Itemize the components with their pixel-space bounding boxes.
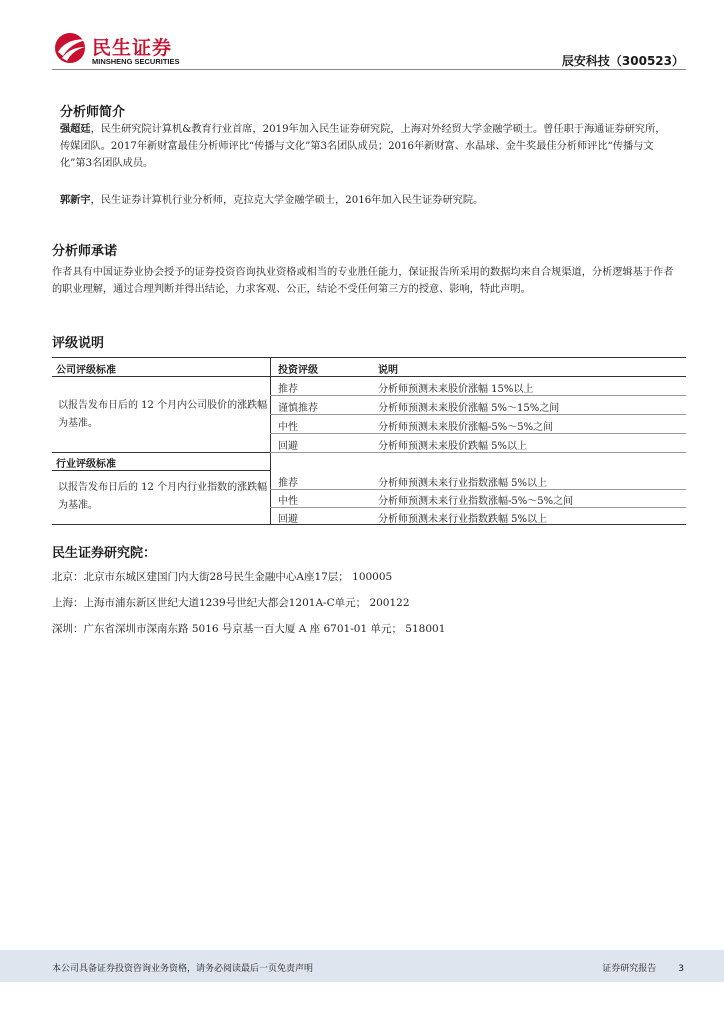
logo-english-name: MINSHENG SECURITIES bbox=[92, 57, 180, 66]
shenzhen-address: 深圳：广东省深圳市深南东路 5016 号京基一百大厦 A 座 6701-01 单元； 518001 bbox=[52, 623, 446, 635]
rating-title: 评级说明 bbox=[52, 336, 105, 351]
company-rating-basis: 以报告发布日后的 12 个月内公司股价的涨跌幅为基准。 bbox=[58, 400, 268, 429]
description-header: 说明 bbox=[378, 365, 398, 376]
company-rating-header: 公司评级标准 bbox=[56, 365, 116, 376]
company-rating-desc: 分析师预测未来股价涨幅 5%～15%之间 bbox=[378, 403, 560, 414]
analyst-2-text: ，民生证券计算机行业分析师，克拉克大学金融学硕士，2016年加入民生证券研究院。 bbox=[90, 195, 484, 206]
analyst-pledge-text: 作者具有中国证券业协会授予的证券投资咨询执业资格或相当的专业胜任能力，保证报告所采用的数据均来自合规渠道，分析逻辑基于作者的职业理解，通过合理判断并得出结论，力求客观、公正，结论不受任何第三方的授意、影响，特此声明。 bbox=[52, 267, 674, 295]
industry-rating-label: 推荐 bbox=[278, 478, 298, 489]
industry-rating-desc: 分析师预测未来行业指数涨幅-5%～5%之间 bbox=[378, 496, 574, 507]
industry-rating-label: 回避 bbox=[278, 514, 298, 525]
analyst-2-bio bbox=[60, 192, 672, 209]
analyst-pledge-title: 分析师承诺 bbox=[52, 244, 118, 259]
industry-rating-desc: 分析师预测未来行业指数跌幅 5%以上 bbox=[378, 514, 548, 525]
analyst-1-bio bbox=[60, 121, 672, 172]
company-rating-label: 中性 bbox=[278, 422, 298, 433]
page-footer bbox=[0, 950, 724, 982]
analyst-2-name: 郭新宇 bbox=[60, 194, 91, 206]
company-rating-desc: 分析师预测未来股价跌幅 5%以上 bbox=[378, 441, 528, 452]
minsheng-logo-icon bbox=[54, 30, 88, 66]
company-rating-label: 谨慎推荐 bbox=[278, 403, 318, 414]
footer-disclaimer: 本公司具备证券投资咨询业务资格，请务必阅读最后一页免责声明 bbox=[52, 964, 314, 974]
rating-table bbox=[52, 357, 686, 525]
company-rating-desc: 分析师预测未来股价涨幅-5%～5%之间 bbox=[378, 422, 554, 433]
footer-right bbox=[602, 961, 684, 974]
company-rating-desc: 分析师预测未来股价涨幅 15%以上 bbox=[378, 384, 534, 395]
analyst-1-text: ，民生研究院计算机&教育行业首席，2019年加入民生证券研究院，上海对外经贸大学金融学硕士。曾任职于海通证券研究所，传媒团队。2017年新财富最佳分析师评比“传播与文化”第3名团队成员；2016年新财富、水晶球、金牛奖最佳分析师评比“传播与文化”第3名团队成员。 bbox=[60, 124, 666, 169]
industry-rating-desc: 分析师预测未来行业指数涨幅 5%以上 bbox=[378, 478, 548, 489]
shanghai-address: 上海：上海市浦东新区世纪大道1239号世纪大都会1201A-C单元； 200122 bbox=[52, 597, 410, 609]
analyst-1-name: 强超廷 bbox=[60, 123, 91, 135]
investment-rating-header: 投资评级 bbox=[278, 365, 318, 376]
industry-rating-basis: 以报告发布日后的 12 个月内行业指数的涨跌幅为基准。 bbox=[58, 482, 268, 511]
company-ticker: 辰安科技（300523） bbox=[561, 54, 684, 68]
analyst-intro-title: 分析师简介 bbox=[60, 105, 126, 120]
logo-chinese-name: 民生证券 bbox=[92, 37, 173, 59]
company-rating-label: 推荐 bbox=[278, 384, 298, 395]
industry-rating-header: 行业评级标准 bbox=[56, 459, 116, 470]
page-number: 3 bbox=[678, 964, 684, 974]
header-divider bbox=[52, 69, 686, 70]
beijing-address: 北京：北京市东城区建国门内大街28号民生金融中心A座17层； 100005 bbox=[52, 571, 393, 583]
industry-rating-label: 中性 bbox=[278, 496, 298, 507]
brand-logo bbox=[54, 30, 214, 70]
report-type: 证券研究报告 bbox=[602, 964, 657, 974]
company-rating-label: 回避 bbox=[278, 441, 298, 452]
institute-title: 民生证券研究院： bbox=[52, 546, 157, 561]
